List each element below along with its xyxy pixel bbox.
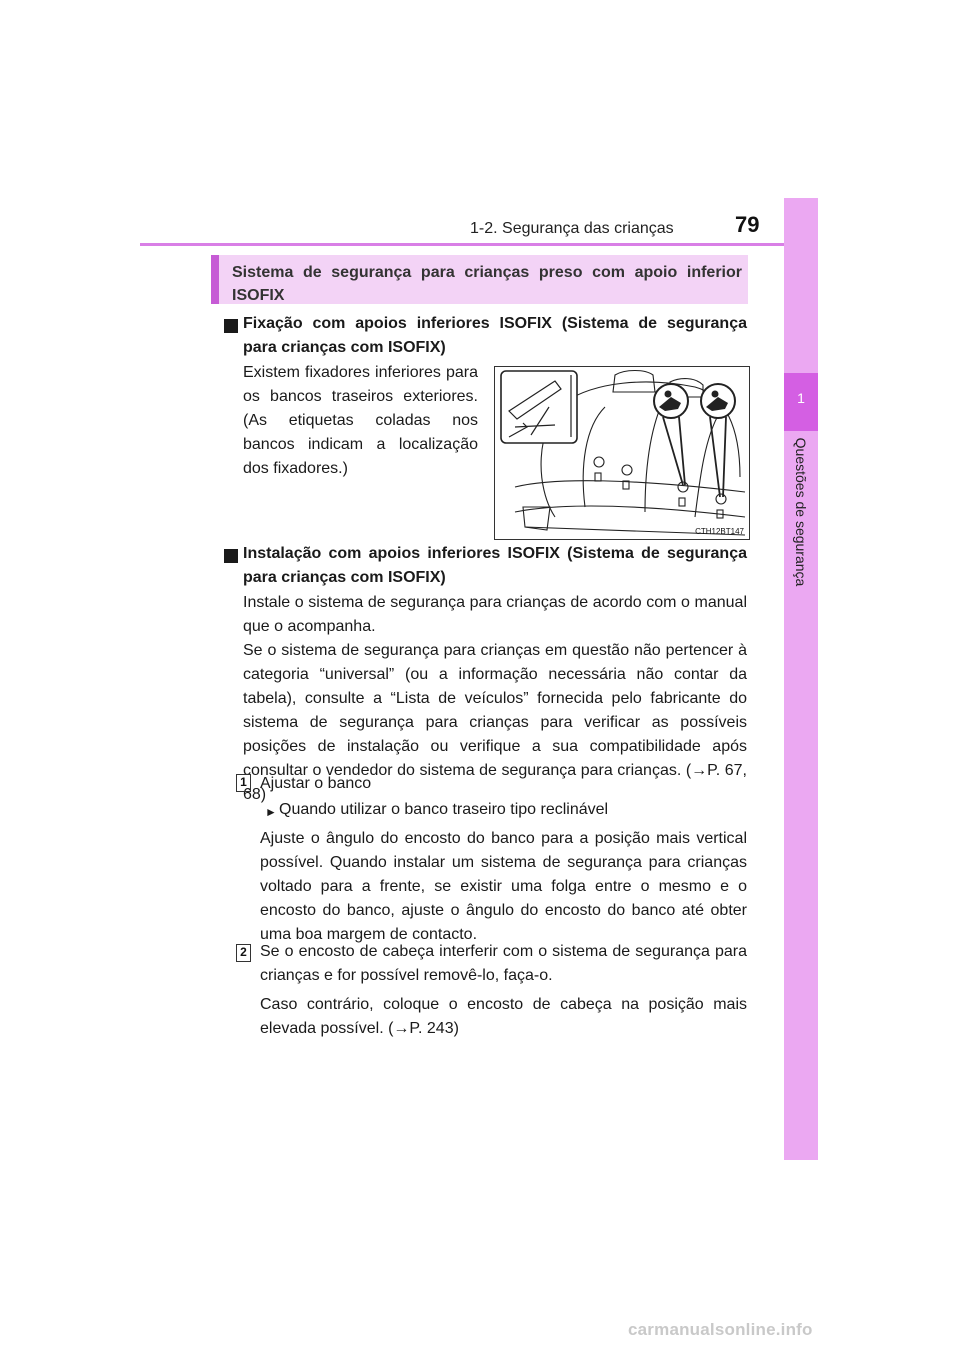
- step-number-2: 2: [236, 944, 251, 962]
- step-1-text: Ajustar o banco: [260, 775, 372, 792]
- step-2-text: Se o encosto de cabeça interferir com o sistema de segurança para crianças e for possível removê-lo, faça-o.: [260, 943, 747, 984]
- square-bullet-icon: [224, 549, 238, 563]
- rear-seat-drawing: [495, 367, 749, 539]
- subheading-isofix-fixation: Fixação com apoios inferiores ISOFIX (Sistema de segurança para crianças com ISOFIX): [243, 315, 747, 356]
- intro-paragraph: Existem fixadores inferiores para os bancos traseiros exteriores. (As etiquetas coladas nos bancos indicam a localização dos fixadores.): [243, 364, 478, 477]
- running-head: 1-2. Segurança das crianças: [470, 220, 674, 237]
- headrest-raise-paragraph: Caso contrário, coloque o encosto de cabeça na posição mais elevada possível. (→P. 243): [260, 996, 747, 1037]
- arrow-right-icon: ►: [265, 805, 277, 819]
- chapter-side-bar: [784, 198, 818, 1160]
- installation-paragraph: Instale o sistema de segurança para crianças de acordo com o manual que o acompanha. Se o sistema de segurança para crianças em questão não pertencer à categoria “universal” (ou a informação necessária não contar da tabela), consulte a “Lista de veículos” fornecida pelo fabricante do sistema de segurança para crianças para verificar as possíveis posições de instalação ou verifique a sua compatibilidade após consultar o vendedor do sistema de segurança para crianças. (→P. 67, 68): [243, 594, 747, 803]
- reclining-seat-subtitle: Quando utilizar o banco traseiro tipo reclinável: [279, 801, 609, 818]
- page-number: 79: [735, 212, 760, 237]
- section-heading-box: [211, 255, 748, 304]
- header-rule: [140, 243, 818, 246]
- chapter-title: Questões de segurança: [793, 437, 809, 587]
- watermark: carmanualsonline.info: [628, 1320, 813, 1339]
- isofix-seat-illustration: [494, 366, 750, 540]
- section-title: Sistema de segurança para crianças preso com apoio inferior ISOFIX: [232, 264, 742, 304]
- chapter-number: 1: [797, 390, 805, 406]
- square-bullet-icon: [224, 319, 238, 333]
- subheading-isofix-installation: Instalação com apoios inferiores ISOFIX (Sistema de segurança para crianças com ISOFIX): [243, 545, 747, 586]
- figure-code: CTH12BT147: [695, 527, 744, 536]
- seatback-adjust-paragraph: Ajuste o ângulo do encosto do banco para a posição mais vertical possível. Quando instalar um sistema de segurança para crianças voltado para a frente, se existir uma folga entre o mesmo e o encosto do banco, ajuste o ângulo do encosto do banco até obter uma boa margem de contacto.: [260, 830, 747, 943]
- step-number-1: 1: [236, 774, 251, 792]
